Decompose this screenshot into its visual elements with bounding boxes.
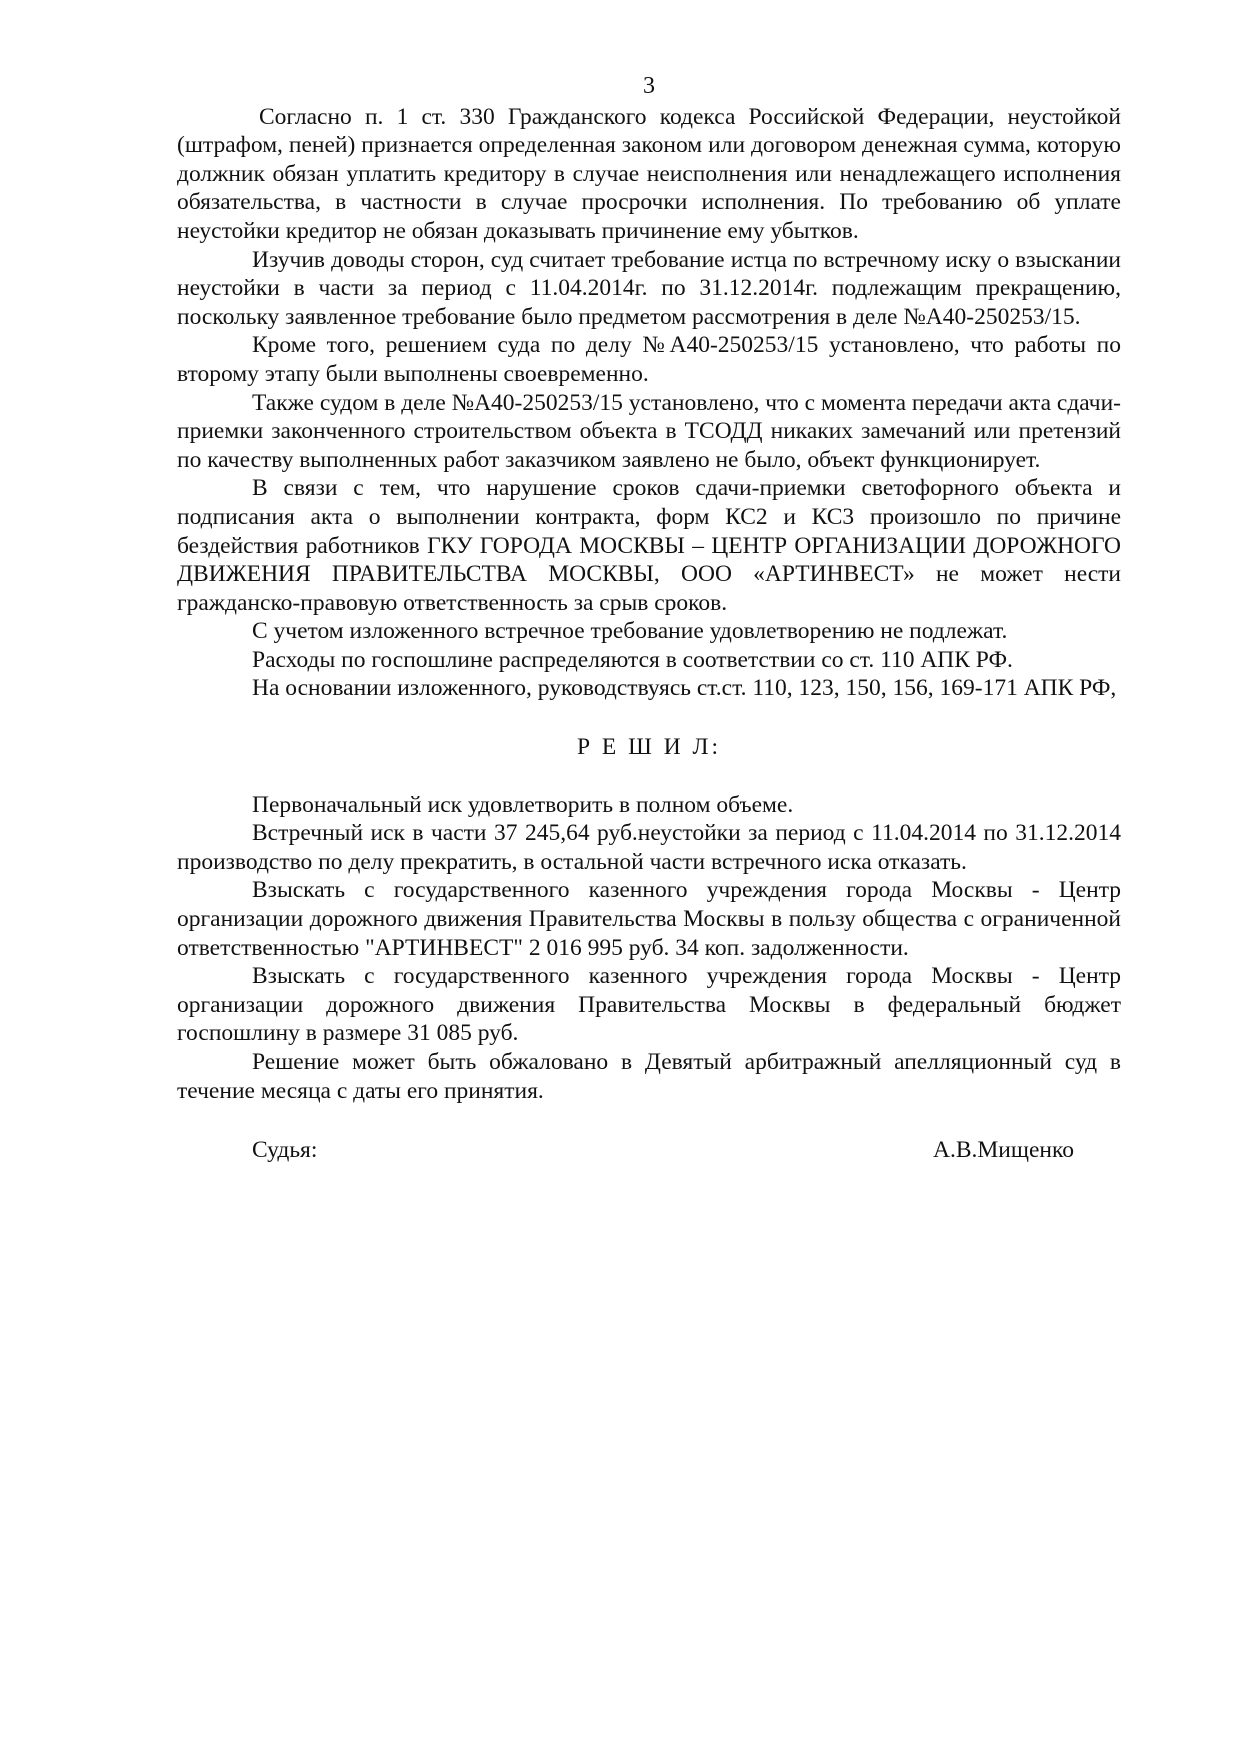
paragraph-appeal: Решение может быть обжаловано в Девятый арбитражный апелляционный суд в течение месяца с даты его принятия. [177,1049,1121,1104]
paragraph-penalty-definition: Согласно п. 1 ст. 330 Гражданского кодекса Российской Федерации, неустойкой (штрафом, пеней) признается определенная законом или договором денежная сумма, которую должник обязан уплатить кредитору в случае неисполнения или ненадлежащего исполнения обязательства, в частности в случае просрочки исполнения. По требованию об уплате неустойки кредитор не обязан доказывать причинение ему убытков. [177,103,1121,244]
judge-label: Судья: [252,1137,318,1164]
paragraph-recover-debt: Взыскать с государственного казенного учреждения города Москвы - Центр организации дорожного движения Правительства Москвы в пользу общества с ограниченной ответственностью "АРТИНВЕСТ" 2 016 995 руб. 34 коп. задолженности. [177,877,1121,961]
paragraph-claim-granted: Первоначальный иск удовлетворить в полном объеме. [252,791,794,818]
paragraph-court-findings: Изучив доводы сторон, суд считает требование истца по встречному иску о взыскании неустойки в части за период с 11.04.2014г. по 31.12.2014г. подлежащим прекращению, поскольку заявленное требование было предметом рассмотрения в деле №А40-250253/15. [177,246,1121,330]
paragraph-counterclaim-rejected: С учетом изложенного встречное требование удовлетворению не подлежат. [252,618,1008,645]
paragraph-recover-fee: Взыскать с государственного казенного учреждения города Москвы - Центр организации дорожного движения Правительства Москвы в федеральный бюджет госпошлину в размере 31 085 руб. [177,963,1121,1047]
decision-heading: Р Е Ш И Л: [576,734,722,761]
paragraph-counterclaim-terminated: Встречный иск в части 37 245,64 руб.неустойки за период с 11.04.2014 по 31.12.2014 производство по делу прекратить, в остальной части встречного иска отказать. [177,820,1121,875]
paragraph-liability: В связи с тем, что нарушение сроков сдачи-приемки светофорного объекта и подписания акта о выполнении контракта, форм КС2 и КС3 произошло по причине бездействия работников ГКУ ГОРОДА МОСКВЫ – ЦЕНТР ОРГАНИЗАЦИИ ДОРОЖНОГО ДВИЖЕНИЯ ПРАВИТЕЛЬСТВА МОСКВЫ, ООО «АРТИНВЕСТ» не может нести гражданско-правовую ответственность за срыв сроков. [177,475,1121,616]
signature-block [177,1136,1121,1166]
paragraph-acceptance-act: Также судом в деле №А40-250253/15 установлено, что с момента передачи акта сдачи-приемки законченного строительством объекта в ТСОДД никаких замечаний или претензий по качеству выполненных работ заказчиком заявлено не было, объект функционирует. [177,389,1121,473]
paragraph-second-stage: Кроме того, решением суда по делу №А40-250253/15 установлено, что работы по второму этапу были выполнены своевременно. [177,332,1121,387]
paragraph-legal-basis: На основании изложенного, руководствуясь ст.ст. 110, 123, 150, 156, 169-171 АПК РФ, [252,675,1117,702]
paragraph-state-fee: Расходы по госпошлине распределяются в соответствии со ст. 110 АПК РФ. [252,646,1013,673]
document-page [177,72,1121,1166]
judge-name: А.В.Мищенко [933,1137,1074,1164]
page-number: 3 [643,73,655,99]
